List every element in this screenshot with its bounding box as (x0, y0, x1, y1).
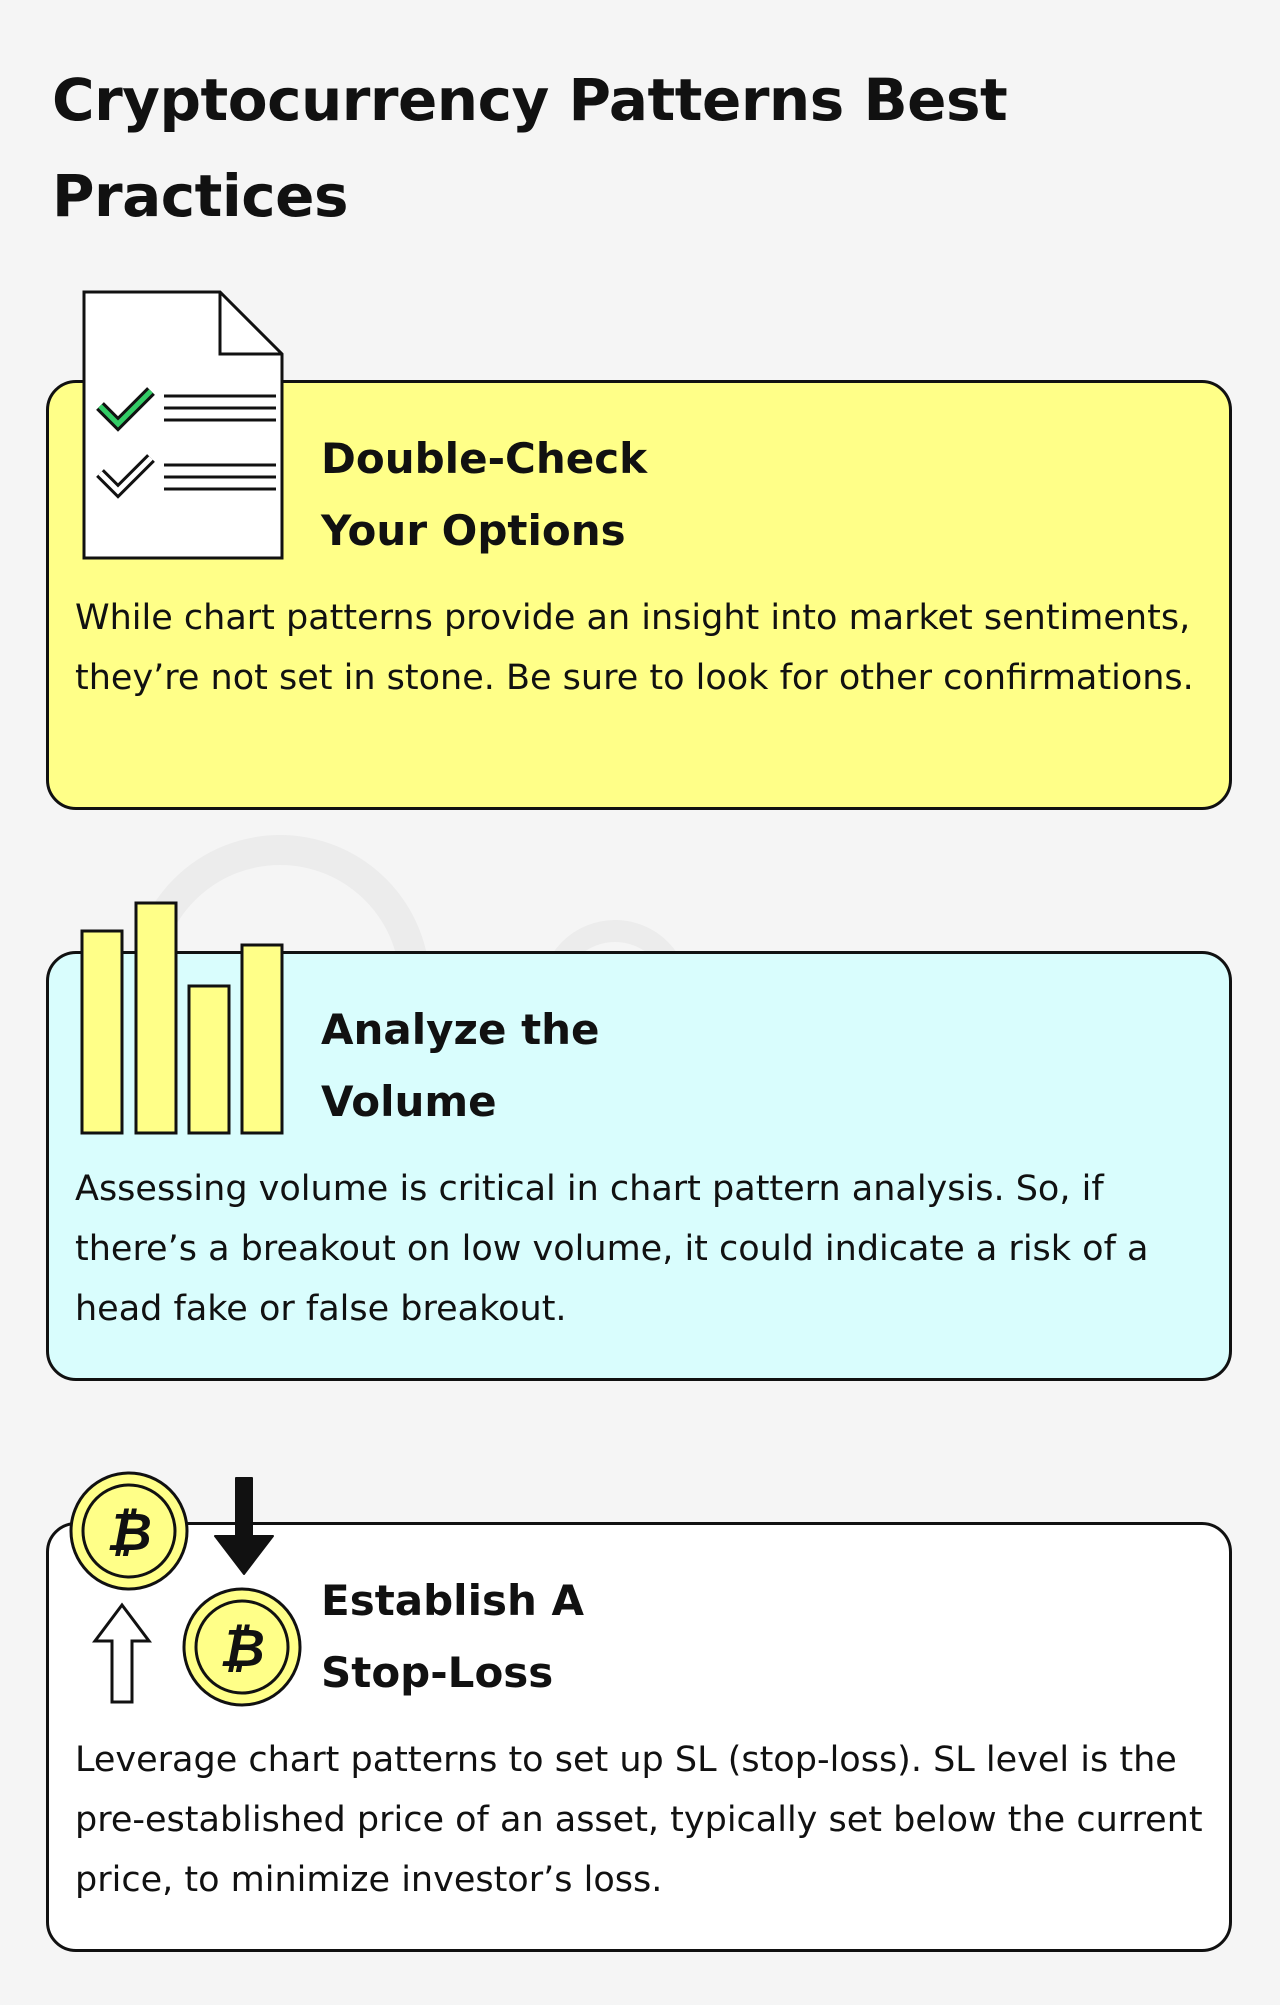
svg-text:₿: ₿ (106, 1503, 152, 1563)
card-title (321, 1565, 741, 1709)
checklist-document-icon (80, 288, 290, 563)
card-description: Leverage chart patterns to set up SL (stop-loss). SL level is the pre-established price of an asset, typically set below the current price, to minimize investor’s loss. (75, 1740, 1203, 1900)
page-title: Cryptocurrency Patterns Best Practices (52, 66, 1008, 230)
card-title-line-1: Analyze the (321, 1005, 600, 1054)
card-description: While chart patterns provide an insight into market sentiments, they’re not set in stone. Be sure to look for other confirmations. (75, 598, 1194, 698)
card-title-line-1: Double-Check (321, 434, 648, 483)
card-description: Assessing volume is critical in chart pattern analysis. So, if there’s a breakout on low volume, it could indicate a risk of a head fake or false breakout. (75, 1169, 1149, 1329)
card-title-line-2: Stop-Loss (321, 1648, 554, 1697)
card-title-line-1: Establish A (321, 1576, 584, 1625)
svg-text:₿: ₿ (219, 1619, 265, 1679)
card-title-line-2: Volume (321, 1077, 497, 1126)
card-title (321, 423, 741, 567)
volume-bars-icon (78, 898, 288, 1138)
bitcoin-stop-loss-icon (66, 1470, 316, 1718)
card-title (321, 994, 741, 1138)
card-title-line-2: Your Options (321, 506, 626, 555)
